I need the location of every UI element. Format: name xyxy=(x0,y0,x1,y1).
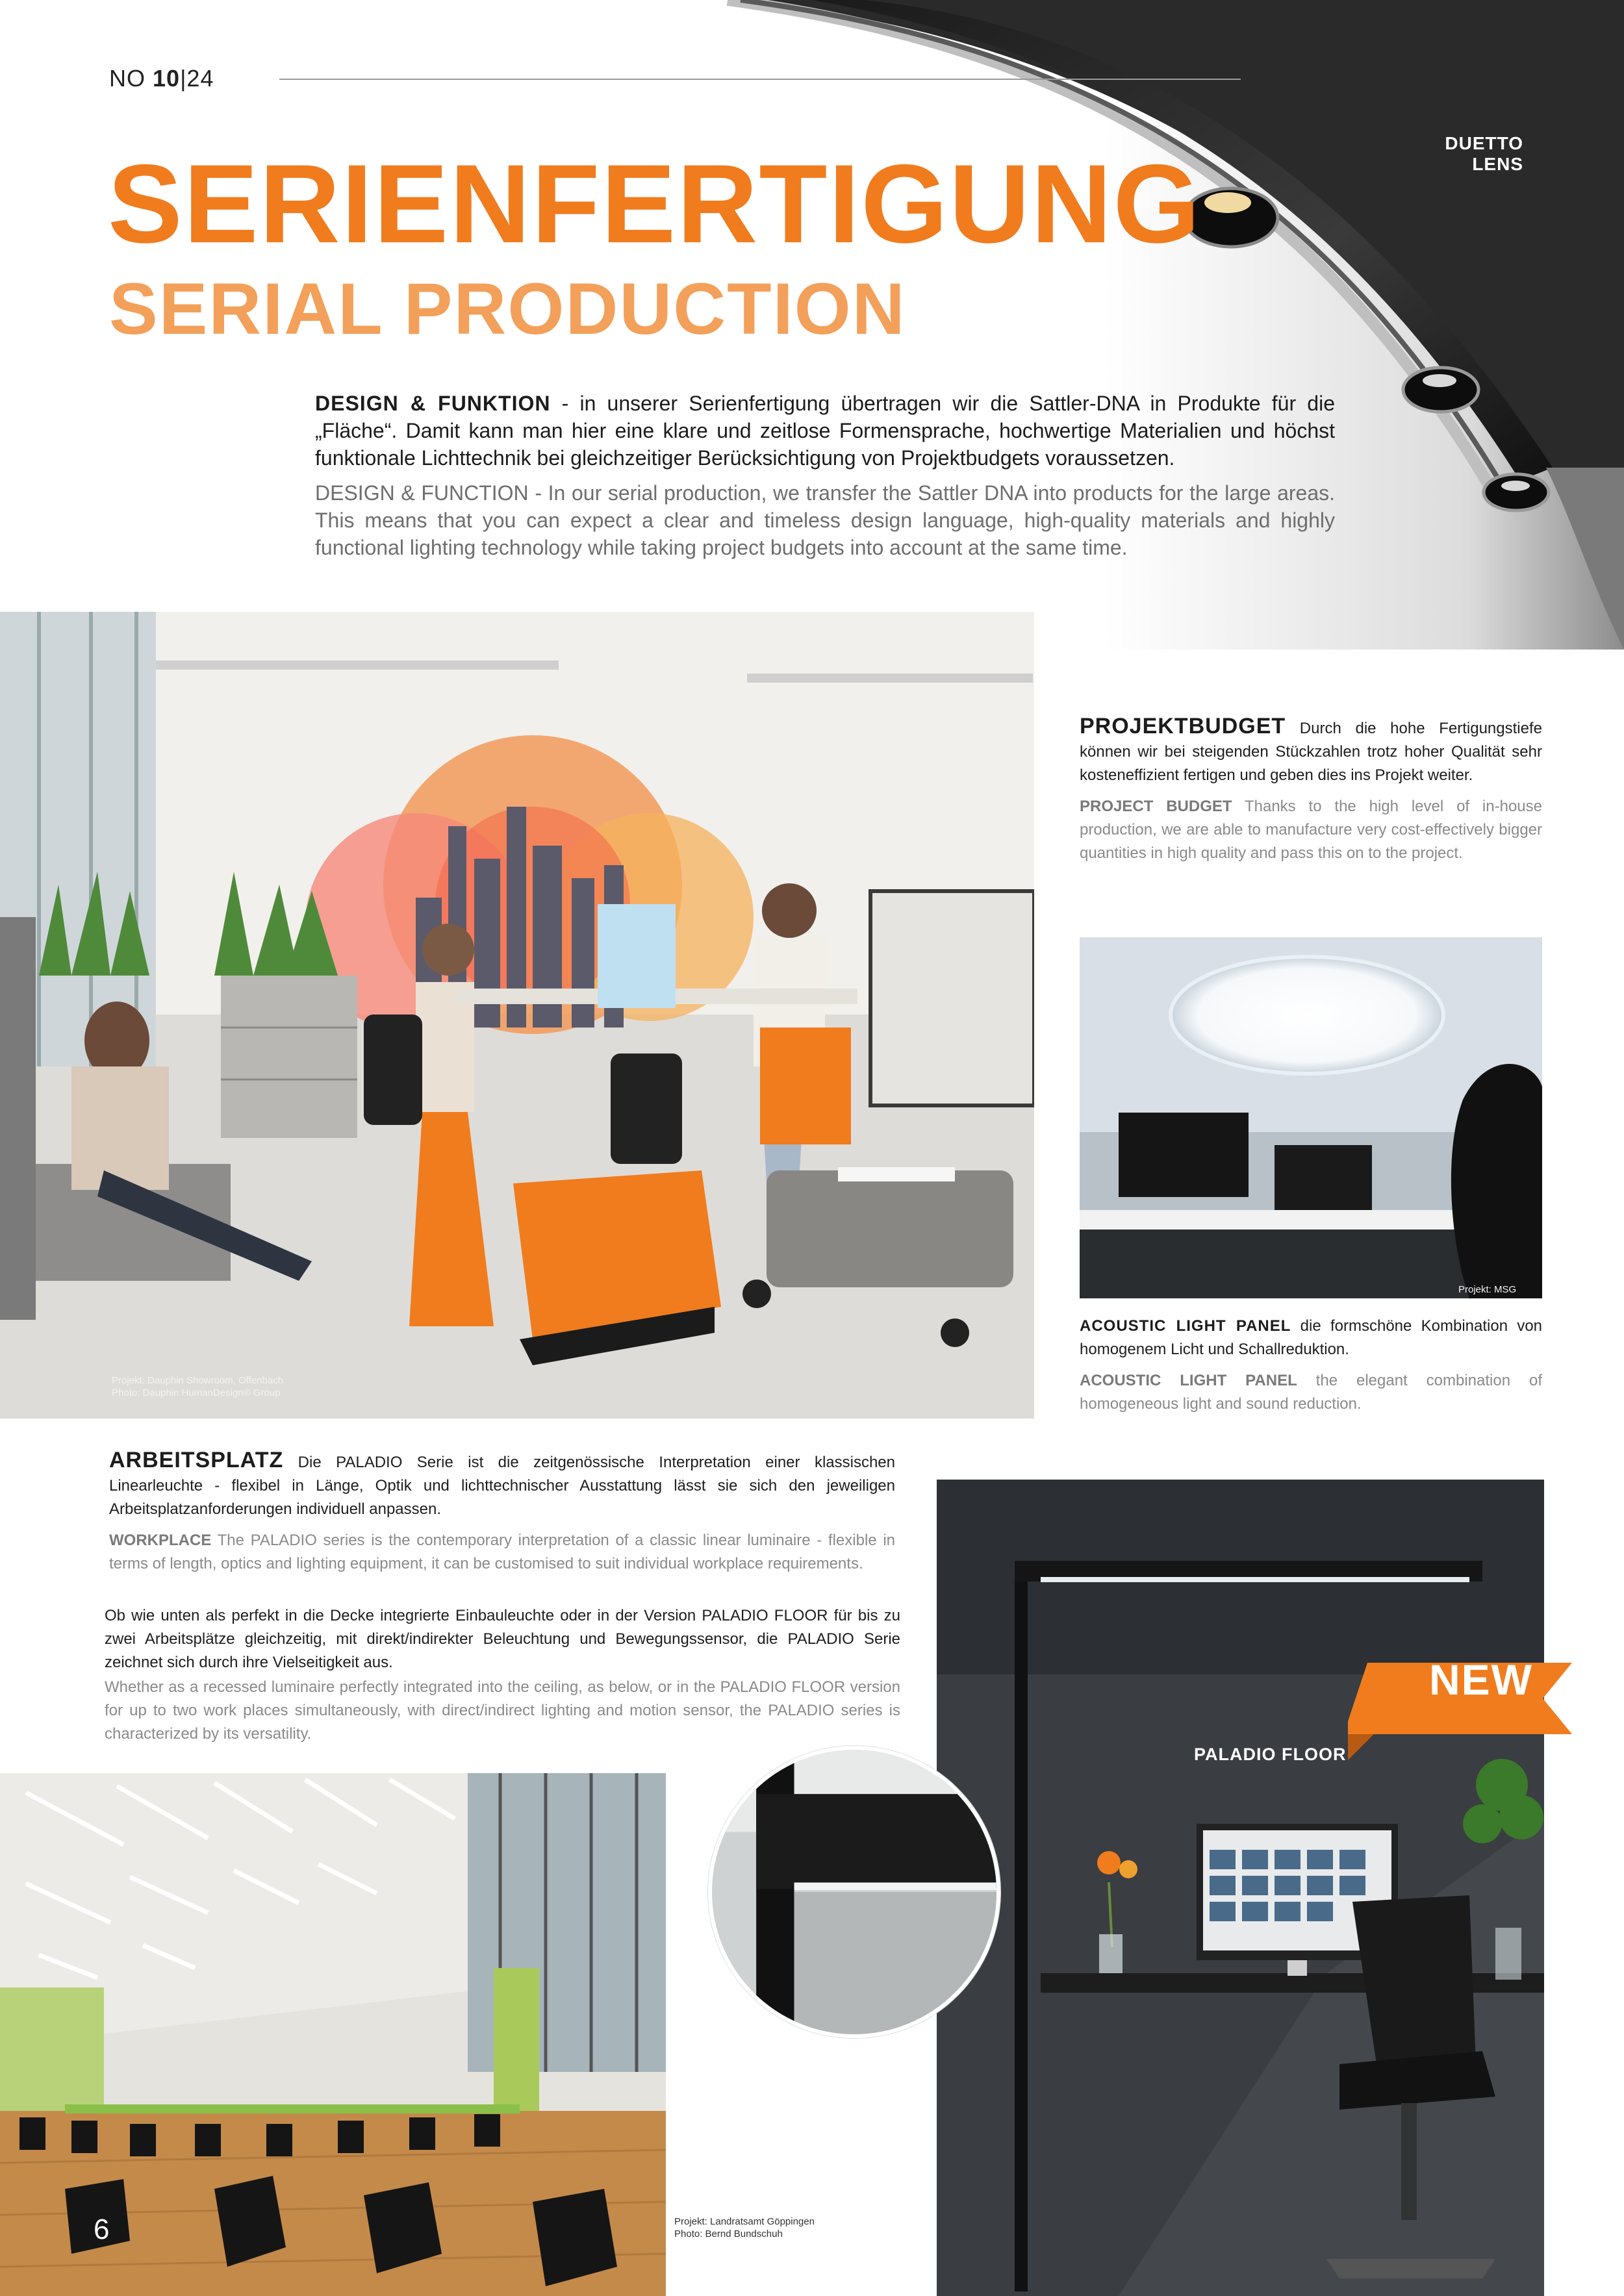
issue-no: 10 xyxy=(153,65,181,92)
workplace-english-body: The PALADIO series is the contemporary interpretation of a classic linear luminaire - flexible in terms of length, optics and lighting equipment, it can be customised to suit individual workplace requirements. xyxy=(109,1532,895,1572)
intro-german xyxy=(315,390,1335,472)
paladio-floor-photo xyxy=(937,1480,1544,2296)
header-rule xyxy=(279,79,1241,80)
intro-english: DESIGN & FUNCTION - In our serial production, we transfer the Sattler DNA into products for the large areas. This means that you can expect a clear and timeless design language, high-quality materials and highly functional lighting technology while taking project budgets into account at the same time. xyxy=(315,481,1335,559)
issue-separator: | xyxy=(180,65,187,92)
acoustic-lead: ACOUSTIC LIGHT PANEL xyxy=(1080,1317,1291,1335)
page-subtitle: SERIAL PRODUCTION xyxy=(109,268,906,349)
issue-number xyxy=(109,65,214,92)
office-credit-photo: Photo: Dauphin HumanDesign® Group xyxy=(112,1387,281,1398)
budget-lead-en: PROJECT BUDGET xyxy=(1080,798,1232,815)
intro-lead: DESIGN & FUNKTION xyxy=(315,392,551,415)
acoustic-panel-text xyxy=(1080,1315,1542,1416)
acoustic-english xyxy=(1080,1369,1542,1416)
paladio-detail-photo xyxy=(708,1746,1000,2038)
intro-text xyxy=(315,390,1335,561)
project-budget-text xyxy=(1080,714,1542,865)
page-title: SERIENFERTIGUNG xyxy=(108,142,1202,266)
intro-german-body: - in unserer Serienfertigung übertragen wir die Sattler-DNA in Produkte für die „Fläche“. Damit kann man hier eine klare und zeitlose Formensprache, hochwertige Materialien und höchst funktionale Lichttechnik bei gleichzeitiger Berücksichtigung von Projektbudgets voraussetzen. xyxy=(315,392,1336,470)
hall-credit-project: Projekt: Landratsamt Göppingen xyxy=(674,2216,815,2227)
product-tag: DUETTO LENS xyxy=(1445,133,1523,174)
workplace-german-body: Die PALADIO Serie ist die zeitgenössische Interpretation einer klassischen Linearleuchte - flexibel in Länge, Optik und lichttechnischer Ausstattung lässt sie sich den jeweiligen Arbeitsplatzanforderungen individuell anpassen. xyxy=(109,1454,895,1518)
acoustic-photo-credit: Projekt: MSG xyxy=(1458,1284,1517,1295)
budget-english-body: Thanks to the high level of in-house production, we are able to manufacture very cost-effectively bigger quantities in high quality and pass this on to the project. xyxy=(1080,798,1542,862)
paladio-floor-label: PALADIO FLOOR xyxy=(1194,1745,1347,1764)
page-number: 6 xyxy=(94,2214,110,2245)
acoustic-german-body: die formschöne Kombination von homogenem Licht und Schallreduktion. xyxy=(1080,1317,1543,1358)
workplace-english-2: Whether as a recessed luminaire perfectly integrated into the ceiling, as below, or in the PALADIO FLOOR version for up to two work places simultaneously, with direct/indirect lighting and motion sensor, the PALADIO series is characterized by its versatility. xyxy=(105,1678,900,1743)
workplace-text-2 xyxy=(105,1604,900,1746)
budget-english xyxy=(1080,795,1542,865)
workplace-lead-en: WORKPLACE xyxy=(109,1532,212,1549)
workplace-german-2: Ob wie unten als perfekt in die Decke integrierte Einbauleuchte oder in der Version PALADIO FLOOR für bis zu zwei Arbeitsplätze gleichzeitig, mit direkt/indirekter Beleuchtung und Bewegungssensor, die PALADIO Serie zeichnet sich durch ihre Vielseitigkeit aus. xyxy=(105,1607,900,1671)
office-showroom-photo xyxy=(0,612,1034,1419)
workplace-lead: ARBEITSPLATZ xyxy=(109,1448,284,1472)
workplace-german xyxy=(109,1448,895,1521)
acoustic-light-panel-photo xyxy=(1080,937,1542,1298)
hall-credit-photo: Photo: Bernd Bundschuh xyxy=(674,2228,783,2239)
office-credit-project: Projekt: Dauphin Showroom, Offenbach xyxy=(112,1375,284,1386)
issue-year: 24 xyxy=(186,65,214,92)
workplace-english xyxy=(109,1529,895,1576)
acoustic-german xyxy=(1080,1315,1542,1361)
budget-german-body: Durch die hohe Fertigungstiefe können wir bei steigenden Stückzahlen trotz hoher Qualität sehr kosteneffizient fertigen und geben dies ins Projekt weiter. xyxy=(1080,720,1542,784)
acoustic-lead-en: ACOUSTIC LIGHT PANEL xyxy=(1080,1372,1297,1389)
acoustic-english-body: the elegant combination of homogeneous light and sound reduction. xyxy=(1080,1372,1543,1413)
budget-lead: PROJEKTBUDGET xyxy=(1080,714,1286,738)
budget-german xyxy=(1080,714,1542,787)
new-badge: NEW xyxy=(1429,1656,1533,1704)
hall-photo-credit xyxy=(674,2215,815,2240)
office-photo-credit xyxy=(112,1374,283,1399)
workplace-text xyxy=(109,1448,895,1576)
issue-prefix: NO xyxy=(109,65,146,92)
